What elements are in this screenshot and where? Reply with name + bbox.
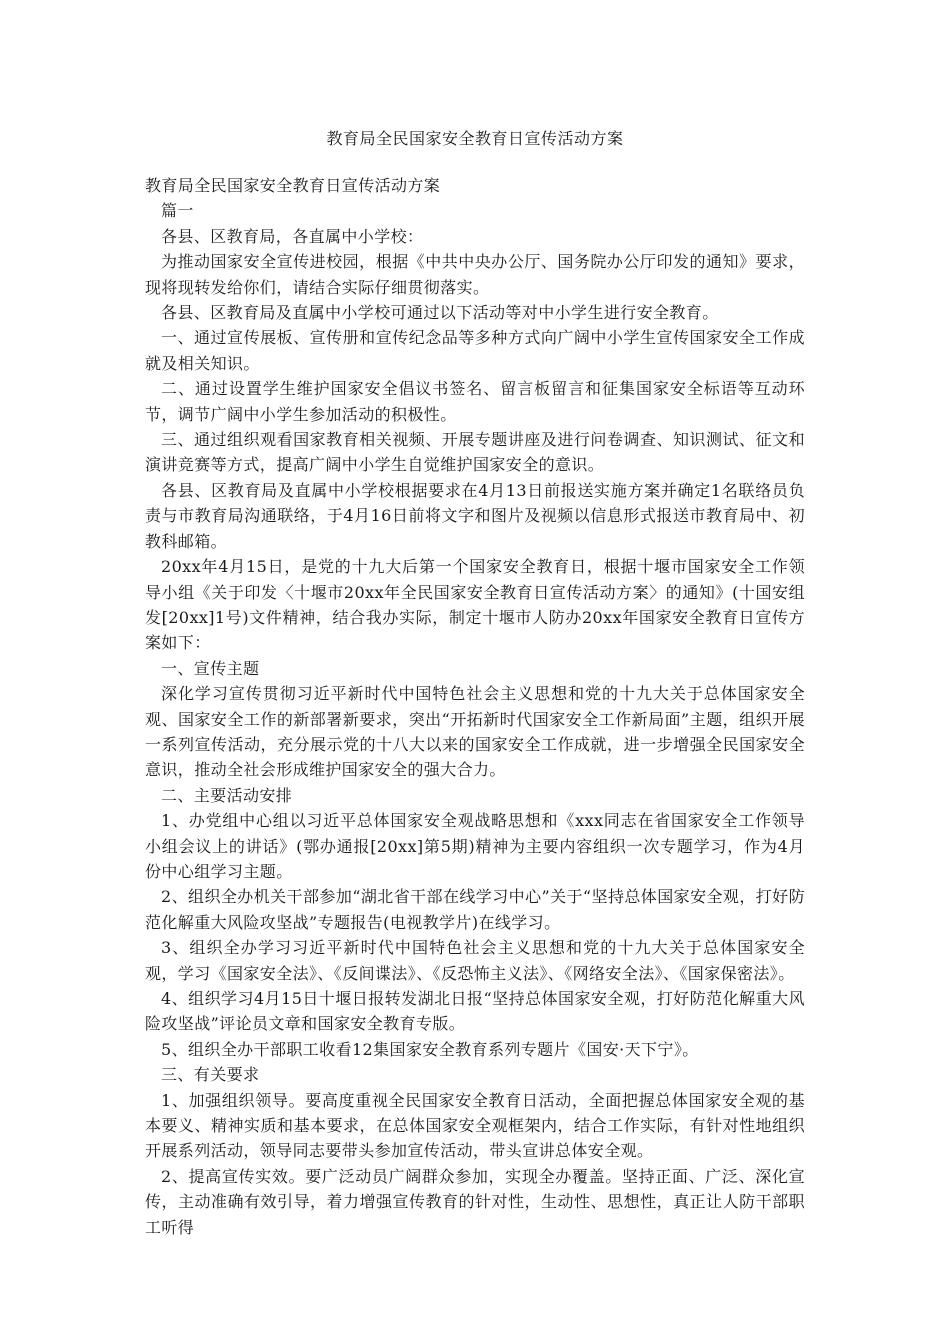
paragraph: 二、通过设置学生维护国家安全倡议书签名、留言板留言和征集国家安全标语等互动环节，调节广阔中小学生参加活动的积极性。 xyxy=(145,379,805,424)
paragraph: 各县、区教育局及直属中小学校可通过以下活动等对中小学生进行安全教育。 xyxy=(161,303,719,323)
paragraph: 二、主要活动安排 xyxy=(161,785,293,805)
paragraph: 篇一 xyxy=(161,201,194,221)
paragraph: 20xx年4月15日，是党的十九大后第一个国家安全教育日，根据十堰市国家安全工作领导小组《关于印发〈十堰市20xx年全民国家安全教育日宣传活动方案〉的通知》(十国安组发[20xx]1号)文件精神，结合我办实际，制定十堰市人防办20xx年国家安全教育日宣传方案如下： xyxy=(145,557,805,653)
paragraph: 三、有关要求 xyxy=(161,1065,260,1085)
paragraph: 各县、区教育局及直属中小学校根据要求在4月13日前报送实施方案并确定1名联络员负责与市教育局沟通联络，于4月16日前将文字和图片及视频以信息形式报送市教育局中、初教科邮箱。 xyxy=(145,480,805,551)
paragraph: 5、组织全办干部职工收看12集国家安全教育系列专题片《国安·天下宁》。 xyxy=(161,1039,699,1059)
document-body xyxy=(145,173,805,1240)
paragraph: 2、组织全办机关干部参加“湖北省干部在线学习中心”关于“坚持总体国家安全观，打好防范化解重大风险攻坚战”专题报告(电视教学片)在线学习。 xyxy=(145,887,805,932)
paragraph: 各县、区教育局，各直属中小学校： xyxy=(161,226,424,246)
document-title: 教育局全民国家安全教育日宣传活动方案 xyxy=(326,129,624,148)
paragraph: 一、通过宣传展板、宣传册和宣传纪念品等多种方式向广阔中小学生宣传国家安全工作成就及相关知识。 xyxy=(145,328,805,373)
paragraph: 三、通过组织观看国家教育相关视频、开展专题讲座及进行问卷调查、知识测试、征文和演讲竞赛等方式，提高广阔中小学生自觉维护国家安全的意识。 xyxy=(145,430,805,475)
paragraph: 一、宣传主题 xyxy=(161,658,260,678)
paragraph: 3、组织全办学习习近平新时代中国特色社会主义思想和党的十九大关于总体国家安全观，学习《国家安全法》、《反间谍法》、《反恐怖主义法》、《网络安全法》、《国家保密法》。 xyxy=(145,938,805,983)
paragraph: 为推动国家安全宣传进校园，根据《中共中央办公厅、国务院办公厅印发的通知》要求，现将现转发给你们，请结合实际仔细贯彻落实。 xyxy=(145,252,805,297)
paragraph: 1、办党组中心组以习近平总体国家安全观战略思想和《xxx同志在省国家安全工作领导小组会议上的讲话》(鄂办通报[20xx]第5期)精神为主要内容组织一次专题学习，作为4月份中心组学习主题。 xyxy=(145,811,805,881)
paragraph: 深化学习宣传贯彻习近平新时代中国特色社会主义思想和党的十九大关于总体国家安全观、国家安全工作的新部署新要求，突出“开拓新时代国家安全工作新局面”主题，组织开展一系列宣传活动，充分展示党的十八大以来的国家安全工作成就，进一步增强全民国家安全意识，推动全社会形成维护国家安全的强大合力。 xyxy=(145,684,805,780)
paragraph: 教育局全民国家安全教育日宣传活动方案 xyxy=(145,176,441,195)
paragraph: 2、提高宣传实效。要广泛动员广阔群众参加，实现全办覆盖。坚持正面、广泛、深化宣传，主动准确有效引导，着力增强宣传教育的针对性，生动性、思想性，真正让人防干部职工听得 xyxy=(145,1166,805,1237)
paragraph: 4、组织学习4月15日十堰日报转发湖北日报“坚持总体国家安全观，打好防范化解重大风险攻坚战”评论员文章和国家安全教育专版。 xyxy=(145,989,805,1034)
paragraph: 1、加强组织领导。要高度重视全民国家安全教育日活动，全面把握总体国家安全观的基本要义、精神实质和基本要求，在总体国家安全观框架内，结合工作实际，有针对性地组织开展系列活动，领导同志要带头参加宣传活动，带头宣讲总体安全观。 xyxy=(145,1090,805,1161)
